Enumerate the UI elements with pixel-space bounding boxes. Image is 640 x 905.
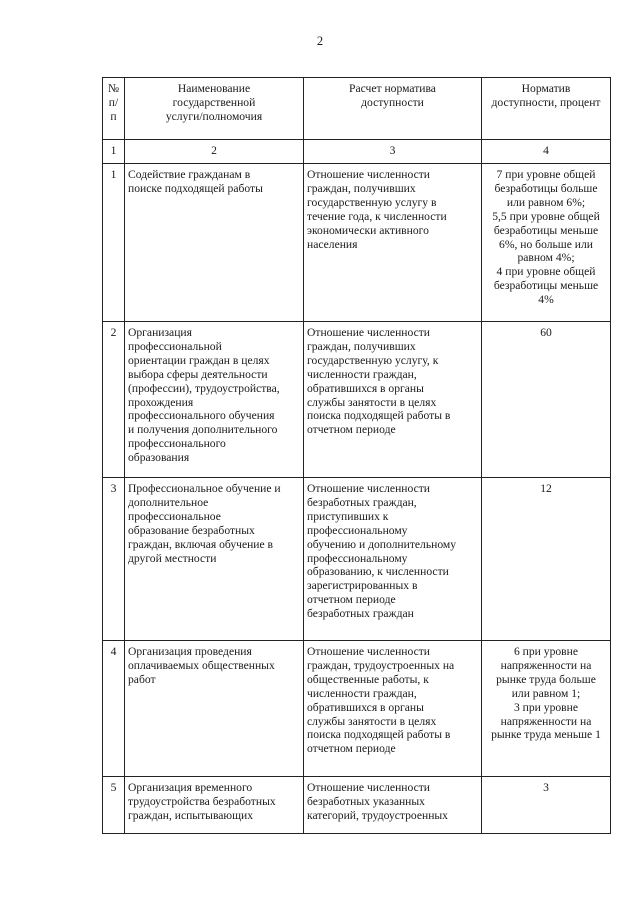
header-norm: Норматив доступности, процент (482, 78, 611, 140)
header-row (103, 78, 611, 140)
table-row (103, 478, 611, 641)
column-number: 2 (125, 140, 304, 164)
table-row (103, 641, 611, 777)
table-row (103, 777, 611, 834)
table-row (103, 164, 611, 322)
row-number: 3 (103, 478, 125, 641)
service-name: Организация профессиональной ориентации граждан в целях выбора сферы деятельности (профессии), трудоустройства, прохождения профессионального обучения и получения дополнительного профессионального образования (125, 322, 304, 478)
row-number: 2 (103, 322, 125, 478)
norm-value: 6 при уровне напряженности на рынке труда больше или равном 1; 3 при уровне напряженности на рынке труда меньше 1 (482, 641, 611, 777)
service-name: Содействие гражданам в поиске подходящей работы (125, 164, 304, 322)
column-number-row (103, 140, 611, 164)
service-name: Организация временного трудоустройства безработных граждан, испытывающих (125, 777, 304, 834)
page-number: 2 (316, 34, 324, 48)
row-number: 4 (103, 641, 125, 777)
column-number: 4 (482, 140, 611, 164)
header-number: № п/п (103, 78, 125, 140)
table-row (103, 322, 611, 478)
row-number: 5 (103, 777, 125, 834)
norm-value: 60 (482, 322, 611, 478)
norm-value: 7 при уровне общей безработицы больше или равном 6%; 5,5 при уровне общей безработицы меньше 6%, но больше или равном 4%; 4 при уровне общей безработицы меньше 4% (482, 164, 611, 322)
column-number: 3 (304, 140, 482, 164)
calculation: Отношение численности безработных граждан, приступивших к профессиональному обучению и дополнительному профессиональному образованию, к численности зарегистрированных в отчетном периоде безработных граждан (304, 478, 482, 641)
calculation: Отношение численности граждан, трудоустроенных на общественные работы, к численности граждан, обратившихся в органы службы занятости в целях поиска подходящей работы в отчетном периоде (304, 641, 482, 777)
header-service-name: Наименование государственной услуги/полномочия (125, 78, 304, 140)
calculation: Отношение численности граждан, получивших государственную услугу, к численности граждан, обратившихся в органы службы занятости в целях поиска подходящей работы в отчетном периоде (304, 322, 482, 478)
service-name: Профессиональное обучение и дополнительное профессиональное образование безработных граждан, включая обучение в другой местности (125, 478, 304, 641)
service-name: Организация проведения оплачиваемых общественных работ (125, 641, 304, 777)
row-number: 1 (103, 164, 125, 322)
calculation: Отношение численности безработных указанных категорий, трудоустроенных (304, 777, 482, 834)
column-number: 1 (103, 140, 125, 164)
norm-value: 3 (482, 777, 611, 834)
header-calculation: Расчет норматива доступности (304, 78, 482, 140)
norms-table (102, 77, 611, 834)
norm-value: 12 (482, 478, 611, 641)
calculation: Отношение численности граждан, получивших государственную услугу в течение года, к численности экономически активного населения (304, 164, 482, 322)
